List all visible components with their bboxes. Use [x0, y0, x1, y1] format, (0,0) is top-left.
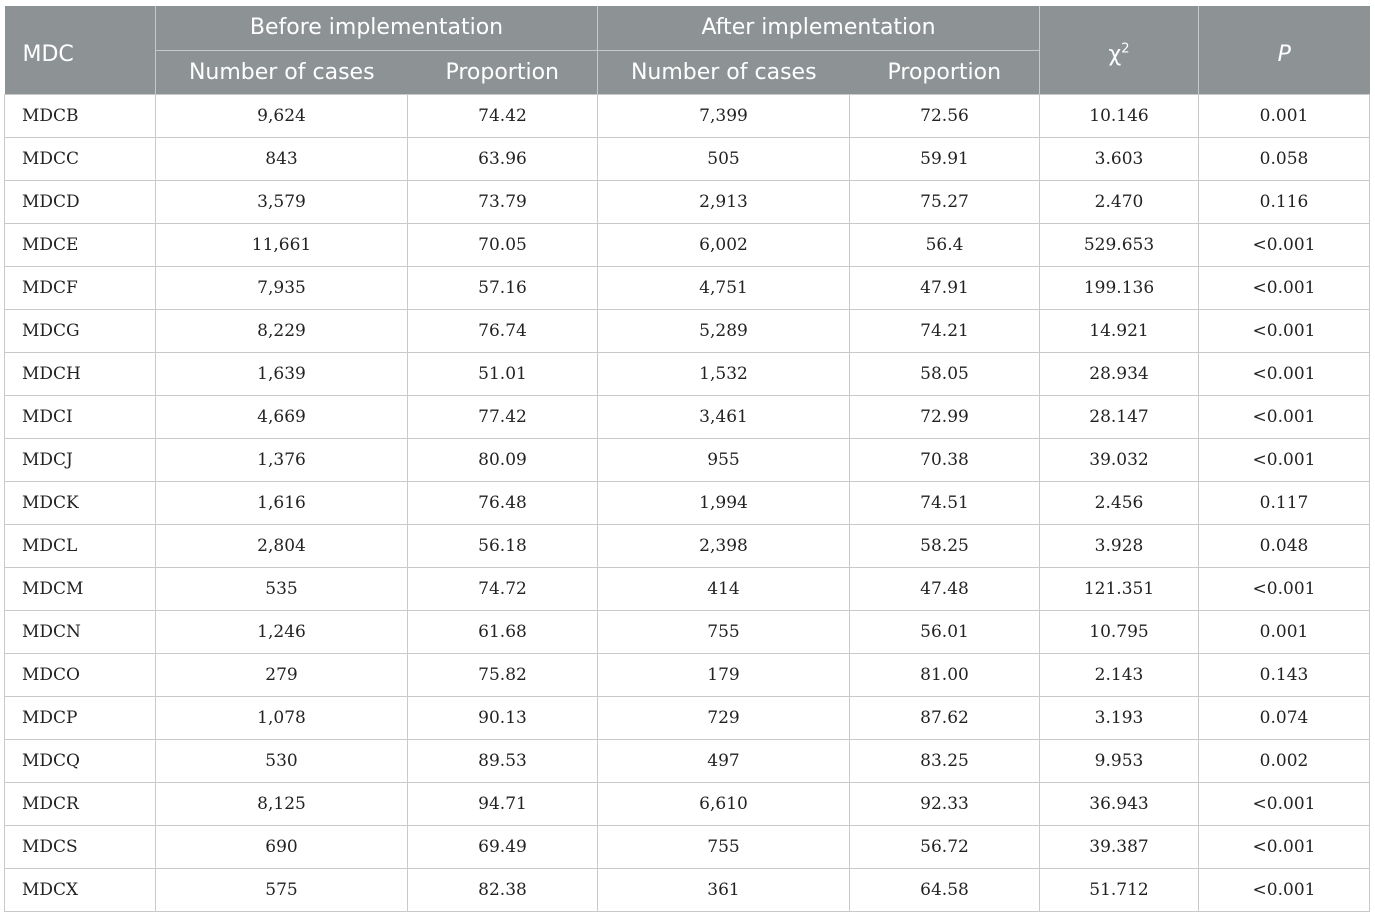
- cell-p-value: <0.001: [1199, 568, 1370, 611]
- cell-mdc: MDCQ: [5, 740, 156, 783]
- cell-before-proportion: 61.68: [408, 611, 598, 654]
- cell-after-cases: 2,398: [598, 525, 850, 568]
- cell-before-proportion: 74.42: [408, 95, 598, 138]
- cell-before-proportion: 76.48: [408, 482, 598, 525]
- cell-chi-square: 529.653: [1040, 224, 1199, 267]
- cell-after-cases: 755: [598, 826, 850, 869]
- table-row: [5, 439, 1370, 482]
- cell-chi-square: 3.193: [1040, 697, 1199, 740]
- cell-before-cases: 575: [156, 869, 408, 912]
- cell-p-value: 0.058: [1199, 138, 1370, 181]
- cell-p-value: <0.001: [1199, 224, 1370, 267]
- cell-after-proportion: 75.27: [850, 181, 1040, 224]
- cell-chi-square: 14.921: [1040, 310, 1199, 353]
- cell-before-cases: 8,229: [156, 310, 408, 353]
- cell-mdc: MDCS: [5, 826, 156, 869]
- cell-before-proportion: 57.16: [408, 267, 598, 310]
- cell-mdc: MDCB: [5, 95, 156, 138]
- cell-before-cases: 11,661: [156, 224, 408, 267]
- cell-before-proportion: 94.71: [408, 783, 598, 826]
- cell-before-proportion: 73.79: [408, 181, 598, 224]
- header-mdc: MDC: [5, 6, 156, 95]
- cell-chi-square: 10.795: [1040, 611, 1199, 654]
- table-body: [5, 95, 1370, 912]
- cell-before-proportion: 56.18: [408, 525, 598, 568]
- cell-p-value: 0.116: [1199, 181, 1370, 224]
- cell-mdc: MDCL: [5, 525, 156, 568]
- cell-chi-square: 10.146: [1040, 95, 1199, 138]
- header-after-proportion: Proportion: [850, 51, 1040, 95]
- cell-chi-square: 28.934: [1040, 353, 1199, 396]
- table-row: [5, 740, 1370, 783]
- cell-after-cases: 179: [598, 654, 850, 697]
- chi-square-superscript: 2: [1121, 41, 1130, 57]
- cell-p-value: 0.001: [1199, 611, 1370, 654]
- table-row: [5, 138, 1370, 181]
- cell-after-cases: 4,751: [598, 267, 850, 310]
- cell-mdc: MDCR: [5, 783, 156, 826]
- cell-after-cases: 6,610: [598, 783, 850, 826]
- header-before-proportion: Proportion: [408, 51, 598, 95]
- cell-after-proportion: 70.38: [850, 439, 1040, 482]
- cell-chi-square: 2.456: [1040, 482, 1199, 525]
- table-row: [5, 525, 1370, 568]
- cell-before-cases: 9,624: [156, 95, 408, 138]
- cell-before-proportion: 74.72: [408, 568, 598, 611]
- cell-after-proportion: 47.48: [850, 568, 1040, 611]
- cell-mdc: MDCC: [5, 138, 156, 181]
- cell-before-proportion: 82.38: [408, 869, 598, 912]
- cell-p-value: <0.001: [1199, 826, 1370, 869]
- cell-before-cases: 1,639: [156, 353, 408, 396]
- cell-chi-square: 39.387: [1040, 826, 1199, 869]
- cell-before-proportion: 63.96: [408, 138, 598, 181]
- table-header: [5, 6, 1370, 95]
- cell-mdc: MDCK: [5, 482, 156, 525]
- cell-before-cases: 1,078: [156, 697, 408, 740]
- cell-after-cases: 505: [598, 138, 850, 181]
- cell-before-cases: 1,376: [156, 439, 408, 482]
- table-row: [5, 654, 1370, 697]
- cell-p-value: 0.048: [1199, 525, 1370, 568]
- cell-chi-square: 3.928: [1040, 525, 1199, 568]
- cell-p-value: <0.001: [1199, 353, 1370, 396]
- cell-chi-square: 2.143: [1040, 654, 1199, 697]
- cell-after-cases: 2,913: [598, 181, 850, 224]
- header-after-number-of-cases: Number of cases: [598, 51, 850, 95]
- cell-after-cases: 1,532: [598, 353, 850, 396]
- cell-after-cases: 1,994: [598, 482, 850, 525]
- table-row: [5, 267, 1370, 310]
- cell-before-proportion: 51.01: [408, 353, 598, 396]
- header-after-implementation: After implementation: [598, 6, 1040, 51]
- cell-chi-square: 51.712: [1040, 869, 1199, 912]
- cell-mdc: MDCD: [5, 181, 156, 224]
- table-row: [5, 611, 1370, 654]
- cell-before-proportion: 77.42: [408, 396, 598, 439]
- cell-before-cases: 1,246: [156, 611, 408, 654]
- cell-after-cases: 361: [598, 869, 850, 912]
- cell-mdc: MDCH: [5, 353, 156, 396]
- cell-before-cases: 690: [156, 826, 408, 869]
- cell-after-proportion: 47.91: [850, 267, 1040, 310]
- cell-chi-square: 3.603: [1040, 138, 1199, 181]
- cell-before-proportion: 80.09: [408, 439, 598, 482]
- cell-after-proportion: 59.91: [850, 138, 1040, 181]
- cell-after-proportion: 58.05: [850, 353, 1040, 396]
- cell-mdc: MDCF: [5, 267, 156, 310]
- table-row: [5, 353, 1370, 396]
- cell-p-value: <0.001: [1199, 310, 1370, 353]
- cell-after-cases: 955: [598, 439, 850, 482]
- cell-before-cases: 1,616: [156, 482, 408, 525]
- cell-after-proportion: 92.33: [850, 783, 1040, 826]
- header-before-implementation: Before implementation: [156, 6, 598, 51]
- cell-before-cases: 843: [156, 138, 408, 181]
- cell-before-cases: 2,804: [156, 525, 408, 568]
- table-row: [5, 181, 1370, 224]
- cell-after-proportion: 74.51: [850, 482, 1040, 525]
- cell-after-proportion: 56.72: [850, 826, 1040, 869]
- cell-after-proportion: 81.00: [850, 654, 1040, 697]
- cell-p-value: 0.117: [1199, 482, 1370, 525]
- cell-before-proportion: 69.49: [408, 826, 598, 869]
- cell-before-cases: 8,125: [156, 783, 408, 826]
- cell-after-proportion: 72.56: [850, 95, 1040, 138]
- cell-before-cases: 530: [156, 740, 408, 783]
- cell-before-cases: 7,935: [156, 267, 408, 310]
- cell-after-cases: 3,461: [598, 396, 850, 439]
- cell-mdc: MDCI: [5, 396, 156, 439]
- table-row: [5, 568, 1370, 611]
- cell-before-proportion: 76.74: [408, 310, 598, 353]
- cell-p-value: <0.001: [1199, 439, 1370, 482]
- cell-after-cases: 729: [598, 697, 850, 740]
- cell-before-cases: 535: [156, 568, 408, 611]
- cell-mdc: MDCX: [5, 869, 156, 912]
- results-table: [4, 6, 1370, 912]
- cell-p-value: <0.001: [1199, 783, 1370, 826]
- cell-p-value: <0.001: [1199, 396, 1370, 439]
- cell-after-cases: 755: [598, 611, 850, 654]
- cell-p-value: <0.001: [1199, 869, 1370, 912]
- cell-before-proportion: 75.82: [408, 654, 598, 697]
- cell-mdc: MDCJ: [5, 439, 156, 482]
- cell-after-proportion: 87.62: [850, 697, 1040, 740]
- cell-mdc: MDCE: [5, 224, 156, 267]
- cell-after-cases: 6,002: [598, 224, 850, 267]
- cell-p-value: 0.074: [1199, 697, 1370, 740]
- cell-after-proportion: 56.01: [850, 611, 1040, 654]
- table-row: [5, 396, 1370, 439]
- cell-p-value: 0.001: [1199, 95, 1370, 138]
- cell-before-proportion: 89.53: [408, 740, 598, 783]
- cell-after-cases: 7,399: [598, 95, 850, 138]
- cell-before-cases: 279: [156, 654, 408, 697]
- table-row: [5, 869, 1370, 912]
- cell-before-proportion: 70.05: [408, 224, 598, 267]
- cell-before-cases: 4,669: [156, 396, 408, 439]
- header-before-number-of-cases: Number of cases: [156, 51, 408, 95]
- cell-chi-square: 9.953: [1040, 740, 1199, 783]
- cell-after-cases: 5,289: [598, 310, 850, 353]
- cell-after-cases: 414: [598, 568, 850, 611]
- cell-after-proportion: 74.21: [850, 310, 1040, 353]
- cell-mdc: MDCN: [5, 611, 156, 654]
- cell-after-proportion: 83.25: [850, 740, 1040, 783]
- cell-chi-square: 2.470: [1040, 181, 1199, 224]
- cell-mdc: MDCP: [5, 697, 156, 740]
- table-row: [5, 95, 1370, 138]
- cell-before-proportion: 90.13: [408, 697, 598, 740]
- cell-chi-square: 36.943: [1040, 783, 1199, 826]
- cell-p-value: 0.002: [1199, 740, 1370, 783]
- cell-chi-square: 28.147: [1040, 396, 1199, 439]
- cell-after-proportion: 72.99: [850, 396, 1040, 439]
- table-row: [5, 697, 1370, 740]
- table-row: [5, 783, 1370, 826]
- table-row: [5, 224, 1370, 267]
- table-row: [5, 310, 1370, 353]
- cell-chi-square: 199.136: [1040, 267, 1199, 310]
- cell-after-proportion: 56.4: [850, 224, 1040, 267]
- header-p-value: P: [1199, 6, 1370, 95]
- cell-after-cases: 497: [598, 740, 850, 783]
- table-row: [5, 482, 1370, 525]
- cell-mdc: MDCG: [5, 310, 156, 353]
- cell-p-value: 0.143: [1199, 654, 1370, 697]
- cell-mdc: MDCM: [5, 568, 156, 611]
- chi-square-symbol: χ: [1108, 42, 1122, 67]
- cell-p-value: <0.001: [1199, 267, 1370, 310]
- cell-before-cases: 3,579: [156, 181, 408, 224]
- cell-mdc: MDCO: [5, 654, 156, 697]
- cell-chi-square: 39.032: [1040, 439, 1199, 482]
- table-row: [5, 826, 1370, 869]
- header-chi-square: [1040, 6, 1199, 95]
- cell-after-proportion: 64.58: [850, 869, 1040, 912]
- cell-after-proportion: 58.25: [850, 525, 1040, 568]
- cell-chi-square: 121.351: [1040, 568, 1199, 611]
